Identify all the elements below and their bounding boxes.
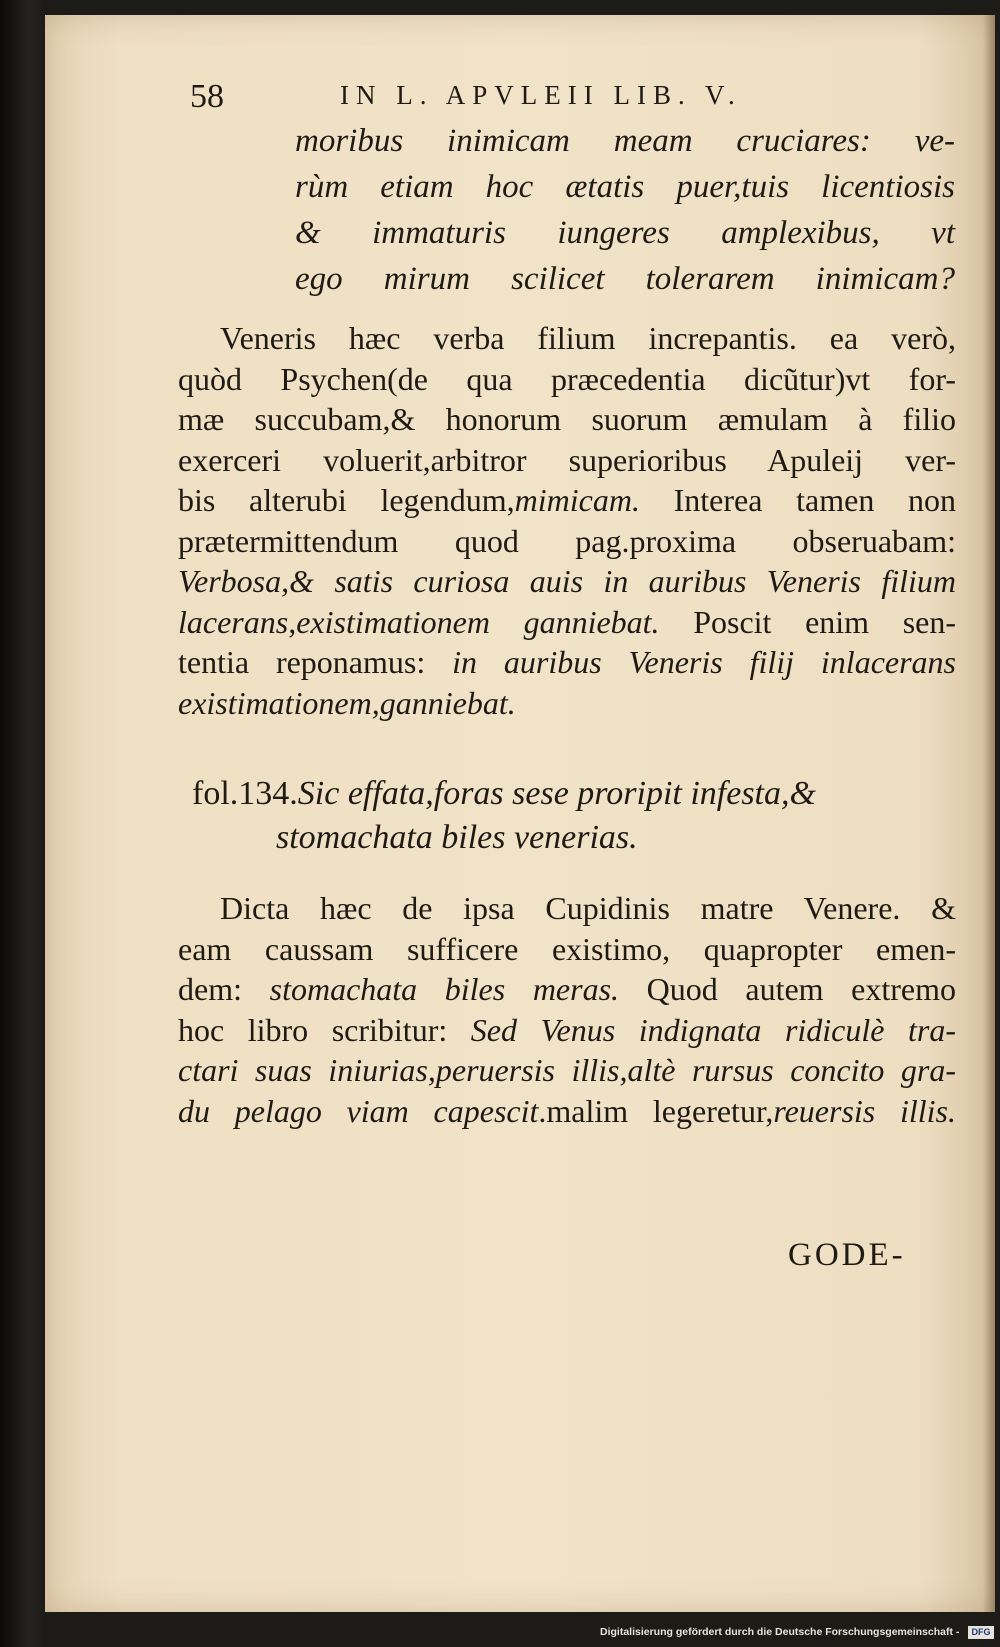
- text-segment: dem:: [178, 971, 270, 1007]
- text-line: [178, 888, 956, 929]
- catchword: GODE-: [788, 1237, 906, 1273]
- folio-number: fol.134.: [192, 775, 298, 812]
- italic-segment: Sed Venus indignata ridiculè tra-: [470, 1011, 957, 1048]
- running-title: IN L. APVLEII LIB. V.: [340, 80, 742, 110]
- italic-segment: lacerans,existimationem ganniebat.: [178, 603, 660, 640]
- text-line: [192, 816, 952, 860]
- page-edge-shadow: [983, 15, 995, 1612]
- text-segment: hoc libro scribitur:: [178, 1011, 471, 1048]
- text-line: [178, 561, 956, 602]
- dfg-logo: DFG: [968, 1626, 994, 1639]
- text-line: [178, 399, 956, 440]
- text-segment: Veneris hæc verba filium increpantis. ea verò,: [220, 320, 956, 356]
- text-line: [178, 642, 956, 683]
- text-line: [178, 480, 956, 521]
- text-segment: prætermittendum quod pag.proxima obseruabam:: [178, 522, 956, 559]
- italic-segment: mimicam.: [514, 482, 640, 518]
- text-line: [178, 1050, 956, 1091]
- italic-segment: stomachata biles meras.: [269, 971, 620, 1007]
- italic-segment: stomachata biles venerias.: [276, 819, 638, 856]
- text-segment: Poscit enim sen-: [659, 603, 957, 640]
- digitization-credit: Digitalisierung gefördert durch die Deutsche Forschungsgemeinschaft -: [600, 1626, 960, 1638]
- text-line: [178, 602, 956, 643]
- text-line: [178, 318, 956, 359]
- text-segment: exerceri voluerit,arbitror superioribus Apuleij ver-: [178, 441, 956, 478]
- italic-segment: ctari suas iniurias,peruersis illis,altè rursus concito gra-: [178, 1052, 956, 1088]
- italic-segment: Sic effata,foras sese proripit infesta,&: [297, 775, 816, 812]
- italic-segment: du pelago viam capescit: [178, 1092, 539, 1129]
- text-segment: mæ succubam,& honorum suorum æmulam à filio: [178, 401, 956, 437]
- folio-reference-block: [192, 772, 952, 860]
- text-line: [178, 969, 956, 1010]
- verse-quotation: [295, 118, 955, 302]
- text-segment: bis alterubi legendum,: [178, 482, 515, 518]
- text-segment: Interea tamen non: [639, 482, 957, 518]
- text-segment: tentia reponamus:: [178, 644, 453, 680]
- italic-segment: Verbosa,& satis curiosa auis in auribus Veneris filium: [178, 563, 956, 599]
- verse-line: rùm etiam hoc ætatis puer,tuis licentiosis: [295, 169, 955, 205]
- text-segment: Dicta hæc de ipsa Cupidinis matre Venere. &: [220, 890, 956, 926]
- text-segment: .malim legeretur,: [538, 1092, 774, 1129]
- text-line: [178, 521, 956, 562]
- text-line: [178, 1091, 956, 1132]
- page-number: 58: [190, 78, 224, 115]
- verse-line: ego mirum scilicet tolerarem inimicam?: [295, 261, 955, 297]
- text-segment: eam caussam sufficere existimo, quapropter emen-: [178, 930, 956, 967]
- verse-line: moribus inimicam meam cruciares: ve-: [295, 123, 955, 159]
- text-line: [192, 772, 952, 816]
- italic-segment: existimationem,ganniebat.: [178, 684, 516, 721]
- commentary-paragraph-1: [178, 318, 958, 723]
- text-line: [178, 683, 956, 724]
- text-segment: quòd Psychen(de qua præcedentia dicũtur)vt for-: [178, 360, 956, 397]
- text-segment: Quod autem extremo: [619, 971, 957, 1007]
- italic-segment: reuersis illis.: [773, 1092, 957, 1129]
- text-line: [178, 1010, 956, 1051]
- text-line: [178, 359, 956, 400]
- commentary-paragraph-2: [178, 888, 958, 1131]
- verse-line: & immaturis iungeres amplexibus, vt: [295, 215, 955, 251]
- text-line: [178, 929, 956, 970]
- text-line: [178, 440, 956, 481]
- italic-segment: in auribus Veneris filij inlacerans: [452, 644, 957, 680]
